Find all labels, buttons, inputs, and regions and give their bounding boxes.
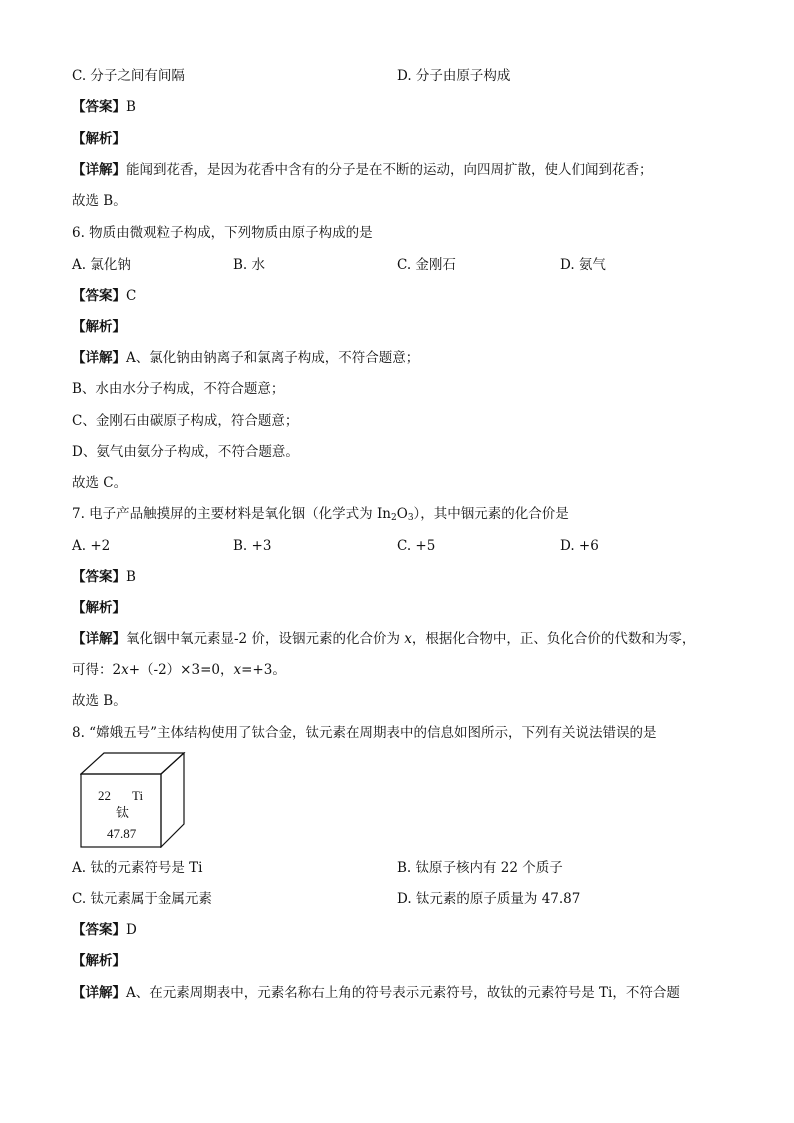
q7-option-d: D. +6 xyxy=(560,538,599,554)
q6-option-d: D. 氨气 xyxy=(560,257,606,273)
q8-stem: 8. “嫦娥五号”主体结构使用了钛合金，钛元素在周期表中的信息如图所示，下列有关说法错误的是 xyxy=(72,725,657,741)
q7-option-b: B. +3 xyxy=(233,538,272,554)
element-name: 钛 xyxy=(116,805,130,820)
q5-option-d: D. 分子由原子构成 xyxy=(397,68,511,84)
q7-stem-mid: O xyxy=(396,506,408,522)
q6-conclusion: 故选 C。 xyxy=(72,475,128,491)
q8-analysis-tag xyxy=(72,952,126,970)
detail-text-cont: ，根据化合物中，正、负化合价的代数和为零， xyxy=(411,631,696,647)
analysis-tag: 【解析】 xyxy=(72,131,126,147)
detail-tag: 【详解】 xyxy=(72,350,126,366)
answer-tag: 【答案】 xyxy=(72,569,126,585)
q7-option-c: C. +5 xyxy=(397,538,436,554)
calc-post: =+3。 xyxy=(241,662,286,678)
detail-text: A、在元素周期表中，元素名称右上角的符号表示元素符号，故钛的元素符号是 Ti，不符合题 xyxy=(126,985,680,1001)
answer-tag: 【答案】 xyxy=(72,288,126,304)
q5-option-c: C. 分子之间有间隔 xyxy=(72,68,185,84)
element-atomic-number: 22 xyxy=(98,788,111,803)
detail-tag: 【详解】 xyxy=(72,631,126,647)
variable-x: x xyxy=(404,631,412,647)
q6-detail-c: C、金刚石由碳原子构成，符合题意； xyxy=(72,413,299,429)
q6-answer xyxy=(72,287,136,305)
analysis-tag: 【解析】 xyxy=(72,953,126,969)
detail-text: 能闻到花香，是因为花香中含有的分子是在不断的运动，向四周扩散，使人们闻到花香； xyxy=(126,162,653,178)
detail-text: A、氯化钠由钠离子和氯离子构成，不符合题意； xyxy=(126,350,420,366)
q7-stem-post: ），其中铟元素的化合价是 xyxy=(413,506,569,522)
cube-side-face xyxy=(161,753,184,847)
q7-analysis-tag xyxy=(72,599,126,617)
q6-stem: 6. 物质由微观粒子构成，下列物质由原子构成的是 xyxy=(72,225,373,241)
q6-analysis-tag xyxy=(72,318,126,336)
detail-tag: 【详解】 xyxy=(72,985,126,1001)
q7-stem xyxy=(72,505,569,523)
q5-analysis-tag xyxy=(72,130,126,148)
answer-value: C xyxy=(126,288,137,304)
q7-detail xyxy=(72,630,695,648)
q6-option-b: B. 水 xyxy=(233,257,266,273)
q5-conclusion: 故选 B。 xyxy=(72,193,127,209)
q5-detail xyxy=(72,161,653,179)
element-cell-figure xyxy=(80,752,186,848)
q8-option-b: B. 钛原子核内有 22 个质子 xyxy=(397,860,563,876)
element-symbol: Ti xyxy=(132,788,144,803)
q6-detail xyxy=(72,349,419,367)
element-atomic-mass: 47.87 xyxy=(107,826,137,841)
answer-tag: 【答案】 xyxy=(72,922,126,938)
detail-text: 氧化铟中氧元素显-2 价，设铟元素的化合价为 xyxy=(126,631,405,647)
detail-tag: 【详解】 xyxy=(72,162,126,178)
q7-calculation xyxy=(72,661,286,679)
q7-option-a: A. +2 xyxy=(72,538,111,554)
calc-pre: 可得：2 xyxy=(72,662,122,678)
q5-answer xyxy=(72,98,136,116)
q6-option-a: A. 氯化钠 xyxy=(72,257,131,273)
q7-subscript-3: 3 xyxy=(407,513,414,523)
q7-answer xyxy=(72,568,136,586)
q8-detail xyxy=(72,984,680,1002)
answer-value: B xyxy=(126,569,136,585)
q6-option-c: C. 金刚石 xyxy=(397,257,456,273)
analysis-tag: 【解析】 xyxy=(72,319,126,335)
answer-value: B xyxy=(126,99,136,115)
answer-tag: 【答案】 xyxy=(72,99,126,115)
q8-answer xyxy=(72,921,137,939)
q7-stem-pre: 7. 电子产品触摸屏的主要材料是氧化铟（化学式为 In xyxy=(72,506,391,522)
q8-option-d: D. 钛元素的原子质量为 47.87 xyxy=(397,891,581,907)
cube-top-face xyxy=(81,753,184,774)
q6-detail-b: B、水由水分子构成，不符合题意； xyxy=(72,381,285,397)
variable-x: x xyxy=(233,662,242,678)
answer-value: D xyxy=(126,922,137,938)
q8-option-c: C. 钛元素属于金属元素 xyxy=(72,891,212,907)
q7-conclusion: 故选 B。 xyxy=(72,693,127,709)
q6-detail-d: D、氨气由氨分子构成，不符合题意。 xyxy=(72,444,299,460)
analysis-tag: 【解析】 xyxy=(72,600,126,616)
q8-option-a: A. 钛的元素符号是 Ti xyxy=(72,860,203,876)
variable-x: x xyxy=(121,662,129,678)
calc-mid: +（-2）×3=0， xyxy=(128,662,234,678)
q7-subscript-2: 2 xyxy=(391,513,397,523)
